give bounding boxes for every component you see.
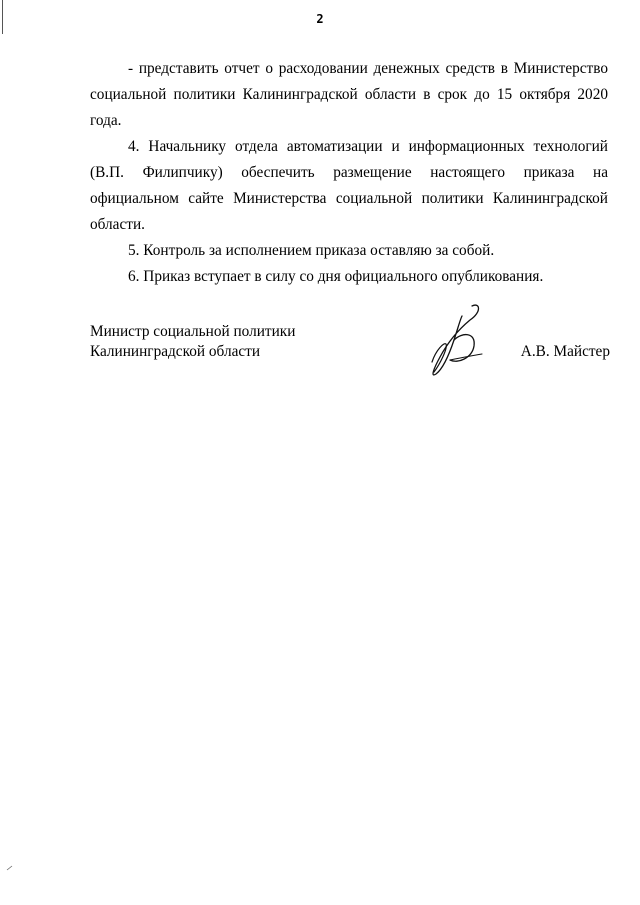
signature-block: [90, 322, 610, 392]
signatory-title-line-1: Министр социальной политики: [90, 323, 296, 340]
page-number: 2: [316, 12, 324, 26]
signatory-name: А.В. Майстер: [520, 343, 610, 360]
paragraph-item-6: 6. Приказ вступает в силу со дня официального опубликования.: [128, 268, 544, 285]
paragraph-item-4: 4. Начальнику отдела автоматизации и информационных технологий (В.П. Филипчику) обеспечить размещение настоящего приказа на официальном сайте Министерства социальной политики Калининградской области.: [90, 138, 608, 233]
signatory-title-line-2: Калининградской области: [90, 343, 261, 360]
scan-mark-icon: [6, 864, 14, 872]
document-body: [90, 56, 608, 290]
signatory-title: [90, 322, 295, 362]
paragraph-item-5: 5. Контроль за исполнением приказа оставляю за собой.: [128, 242, 495, 259]
paragraph-report-deadline: - представить отчет о расходовании денежных средств в Министерство социальной политики Калининградской области в срок до 15 октября 2020 года.: [90, 60, 608, 129]
handwritten-signature: [410, 302, 500, 382]
